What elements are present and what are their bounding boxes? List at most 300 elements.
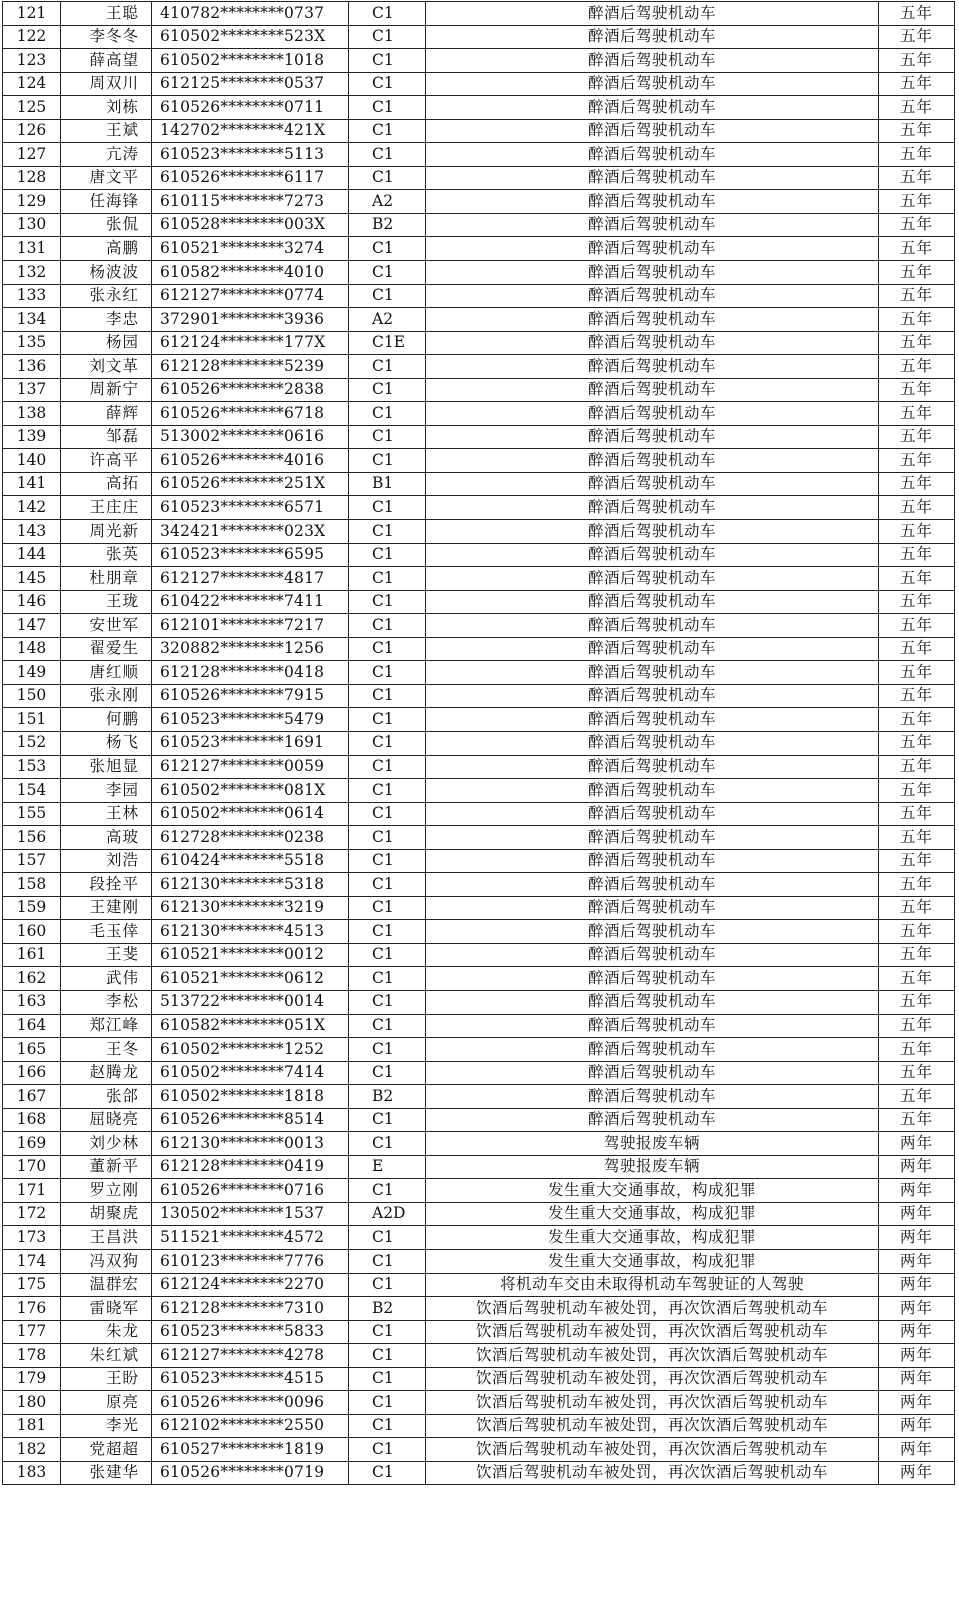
id-number: 513722********0014	[152, 990, 349, 1014]
revocation-reason: 醉酒后驾驶机动车	[426, 355, 879, 379]
person-name: 李冬冬	[61, 25, 152, 49]
person-name: 翟爱生	[61, 637, 152, 661]
person-name: 李忠	[61, 308, 152, 332]
table-body	[3, 2, 955, 1485]
person-name: 刘浩	[61, 849, 152, 873]
table-row	[3, 1461, 955, 1485]
table-row	[3, 449, 955, 473]
table-row	[3, 1179, 955, 1203]
revocation-reason: 醉酒后驾驶机动车	[426, 331, 879, 355]
revocation-reason: 醉酒后驾驶机动车	[426, 143, 879, 167]
person-name: 董新平	[61, 1155, 152, 1179]
table-row	[3, 1061, 955, 1085]
row-number: 139	[3, 425, 61, 449]
revocation-reason: 醉酒后驾驶机动车	[426, 2, 879, 26]
revocation-reason: 醉酒后驾驶机动车	[426, 684, 879, 708]
person-name: 杨飞	[61, 731, 152, 755]
table-row	[3, 943, 955, 967]
row-number: 170	[3, 1155, 61, 1179]
ban-period: 两年	[879, 1414, 955, 1438]
row-number: 125	[3, 96, 61, 120]
person-name: 杜朋章	[61, 567, 152, 591]
license-class: C1	[349, 1014, 426, 1038]
ban-period: 五年	[879, 449, 955, 473]
row-number: 138	[3, 402, 61, 426]
table-row	[3, 920, 955, 944]
person-name: 李园	[61, 779, 152, 803]
ban-period: 五年	[879, 190, 955, 214]
id-number: 142702********421X	[152, 119, 349, 143]
license-class: C1	[349, 896, 426, 920]
ban-period: 两年	[879, 1320, 955, 1344]
revocation-reason: 醉酒后驾驶机动车	[426, 755, 879, 779]
id-number: 612130********4513	[152, 920, 349, 944]
revocation-reason: 饮酒后驾驶机动车被处罚，再次饮酒后驾驶机动车	[426, 1344, 879, 1368]
license-class: C1	[349, 920, 426, 944]
table-row	[3, 1226, 955, 1250]
revocation-reason: 饮酒后驾驶机动车被处罚，再次饮酒后驾驶机动车	[426, 1367, 879, 1391]
id-number: 130502********1537	[152, 1202, 349, 1226]
ban-period: 五年	[879, 1061, 955, 1085]
id-number: 610523********5479	[152, 708, 349, 732]
id-number: 610527********1819	[152, 1438, 349, 1462]
table-row	[3, 802, 955, 826]
ban-period: 五年	[879, 896, 955, 920]
table-row	[3, 708, 955, 732]
row-number: 123	[3, 49, 61, 73]
table-row	[3, 661, 955, 685]
ban-period: 五年	[879, 166, 955, 190]
row-number: 146	[3, 590, 61, 614]
row-number: 178	[3, 1344, 61, 1368]
revocation-reason: 醉酒后驾驶机动车	[426, 449, 879, 473]
person-name: 王建刚	[61, 896, 152, 920]
revocation-reason: 醉酒后驾驶机动车	[426, 213, 879, 237]
person-name: 毛玉倖	[61, 920, 152, 944]
license-class: C1	[349, 425, 426, 449]
person-name: 王斌	[61, 119, 152, 143]
id-number: 610424********5518	[152, 849, 349, 873]
license-class: C1	[349, 2, 426, 26]
ban-period: 五年	[879, 2, 955, 26]
person-name: 安世军	[61, 614, 152, 638]
row-number: 151	[3, 708, 61, 732]
row-number: 127	[3, 143, 61, 167]
id-number: 610523********1691	[152, 731, 349, 755]
table-row	[3, 49, 955, 73]
license-class: C1	[349, 402, 426, 426]
ban-period: 五年	[879, 331, 955, 355]
license-class: C1	[349, 543, 426, 567]
revocation-reason: 醉酒后驾驶机动车	[426, 1085, 879, 1109]
person-name: 张郃	[61, 1085, 152, 1109]
row-number: 126	[3, 119, 61, 143]
revocation-reason: 醉酒后驾驶机动车	[426, 308, 879, 332]
person-name: 雷晓军	[61, 1297, 152, 1321]
license-class: C1	[349, 637, 426, 661]
revocation-reason: 醉酒后驾驶机动车	[426, 1014, 879, 1038]
ban-period: 两年	[879, 1461, 955, 1485]
ban-period: 五年	[879, 567, 955, 591]
id-number: 372901********3936	[152, 308, 349, 332]
person-name: 张建华	[61, 1461, 152, 1485]
table-row	[3, 990, 955, 1014]
ban-period: 两年	[879, 1155, 955, 1179]
table-row	[3, 779, 955, 803]
ban-period: 五年	[879, 802, 955, 826]
revocation-reason: 醉酒后驾驶机动车	[426, 49, 879, 73]
person-name: 冯双狗	[61, 1249, 152, 1273]
row-number: 158	[3, 873, 61, 897]
license-class: C1E	[349, 331, 426, 355]
ban-period: 五年	[879, 261, 955, 285]
table-row	[3, 237, 955, 261]
license-class: C1	[349, 590, 426, 614]
ban-period: 五年	[879, 684, 955, 708]
ban-period: 五年	[879, 1108, 955, 1132]
person-name: 许高平	[61, 449, 152, 473]
id-number: 513002********0616	[152, 425, 349, 449]
table-row	[3, 1297, 955, 1321]
ban-period: 五年	[879, 990, 955, 1014]
revocation-reason: 醉酒后驾驶机动车	[426, 567, 879, 591]
license-class: C1	[349, 1038, 426, 1062]
revocation-reason: 醉酒后驾驶机动车	[426, 543, 879, 567]
id-number: 610502********7414	[152, 1061, 349, 1085]
revocation-reason: 醉酒后驾驶机动车	[426, 1038, 879, 1062]
id-number: 612130********5318	[152, 873, 349, 897]
id-number: 612102********2550	[152, 1414, 349, 1438]
revocation-reason: 饮酒后驾驶机动车被处罚，再次饮酒后驾驶机动车	[426, 1391, 879, 1415]
table-row	[3, 967, 955, 991]
ban-period: 五年	[879, 402, 955, 426]
ban-period: 五年	[879, 873, 955, 897]
person-name: 李松	[61, 990, 152, 1014]
row-number: 177	[3, 1320, 61, 1344]
ban-period: 两年	[879, 1391, 955, 1415]
license-class: C1	[349, 849, 426, 873]
id-number: 610422********7411	[152, 590, 349, 614]
person-name: 刘文革	[61, 355, 152, 379]
row-number: 148	[3, 637, 61, 661]
license-class: C1	[349, 826, 426, 850]
person-name: 朱龙	[61, 1320, 152, 1344]
id-number: 612124********177X	[152, 331, 349, 355]
license-class: B2	[349, 1085, 426, 1109]
license-class: C1	[349, 284, 426, 308]
revocation-reason: 醉酒后驾驶机动车	[426, 72, 879, 96]
ban-period: 五年	[879, 543, 955, 567]
revocation-reason: 醉酒后驾驶机动车	[426, 425, 879, 449]
license-class: C1	[349, 49, 426, 73]
ban-period: 两年	[879, 1179, 955, 1203]
table-row	[3, 1014, 955, 1038]
person-name: 王庄庄	[61, 496, 152, 520]
revocation-reason: 醉酒后驾驶机动车	[426, 166, 879, 190]
row-number: 150	[3, 684, 61, 708]
license-class: C1	[349, 1461, 426, 1485]
row-number: 161	[3, 943, 61, 967]
row-number: 137	[3, 378, 61, 402]
person-name: 高鹏	[61, 237, 152, 261]
revocation-reason: 饮酒后驾驶机动车被处罚，再次饮酒后驾驶机动车	[426, 1438, 879, 1462]
table-row	[3, 590, 955, 614]
license-class: C1	[349, 166, 426, 190]
revocation-reason: 发生重大交通事故，构成犯罪	[426, 1249, 879, 1273]
id-number: 610502********1818	[152, 1085, 349, 1109]
person-name: 周新宁	[61, 378, 152, 402]
id-number: 612124********2270	[152, 1273, 349, 1297]
license-class: A2	[349, 190, 426, 214]
row-number: 173	[3, 1226, 61, 1250]
id-number: 610526********4016	[152, 449, 349, 473]
row-number: 166	[3, 1061, 61, 1085]
revocation-reason: 醉酒后驾驶机动车	[426, 496, 879, 520]
person-name: 赵腾龙	[61, 1061, 152, 1085]
ban-period: 五年	[879, 755, 955, 779]
row-number: 131	[3, 237, 61, 261]
table-row	[3, 826, 955, 850]
table-row	[3, 119, 955, 143]
revocation-reason: 驾驶报废车辆	[426, 1132, 879, 1156]
table-row	[3, 472, 955, 496]
row-number: 141	[3, 472, 61, 496]
person-name: 段拴平	[61, 873, 152, 897]
revocation-reason: 醉酒后驾驶机动车	[426, 614, 879, 638]
ban-period: 五年	[879, 779, 955, 803]
license-class: C1	[349, 1320, 426, 1344]
revocation-reason: 醉酒后驾驶机动车	[426, 802, 879, 826]
ban-period: 五年	[879, 308, 955, 332]
row-number: 122	[3, 25, 61, 49]
table-row	[3, 873, 955, 897]
id-number: 610523********6595	[152, 543, 349, 567]
revocation-reason: 醉酒后驾驶机动车	[426, 119, 879, 143]
revocation-reason: 醉酒后驾驶机动车	[426, 261, 879, 285]
table-row	[3, 1344, 955, 1368]
ban-period: 五年	[879, 143, 955, 167]
row-number: 172	[3, 1202, 61, 1226]
license-class: C1	[349, 1249, 426, 1273]
id-number: 610502********1018	[152, 49, 349, 73]
person-name: 张永刚	[61, 684, 152, 708]
ban-period: 五年	[879, 72, 955, 96]
row-number: 169	[3, 1132, 61, 1156]
person-name: 唐红顺	[61, 661, 152, 685]
table-row	[3, 308, 955, 332]
license-class: C1	[349, 449, 426, 473]
table-row	[3, 1249, 955, 1273]
id-number: 511521********4572	[152, 1226, 349, 1250]
table-row	[3, 496, 955, 520]
license-class: C1	[349, 1061, 426, 1085]
revocation-reason: 驾驶报废车辆	[426, 1155, 879, 1179]
license-class: B2	[349, 213, 426, 237]
ban-period: 五年	[879, 520, 955, 544]
table-row	[3, 1320, 955, 1344]
license-class: A2D	[349, 1202, 426, 1226]
id-number: 612128********0419	[152, 1155, 349, 1179]
person-name: 任海锋	[61, 190, 152, 214]
license-class: C1	[349, 567, 426, 591]
ban-period: 两年	[879, 1297, 955, 1321]
revocation-reason: 醉酒后驾驶机动车	[426, 237, 879, 261]
id-number: 610523********6571	[152, 496, 349, 520]
person-name: 王聪	[61, 2, 152, 26]
license-class: C1	[349, 1132, 426, 1156]
id-number: 610526********0096	[152, 1391, 349, 1415]
table-row	[3, 1391, 955, 1415]
table-row	[3, 896, 955, 920]
row-number: 163	[3, 990, 61, 1014]
ban-period: 两年	[879, 1344, 955, 1368]
license-class: C1	[349, 1273, 426, 1297]
ban-period: 五年	[879, 590, 955, 614]
row-number: 129	[3, 190, 61, 214]
ban-period: 五年	[879, 378, 955, 402]
id-number: 610115********7273	[152, 190, 349, 214]
table-row	[3, 331, 955, 355]
table-row	[3, 143, 955, 167]
id-number: 610526********6718	[152, 402, 349, 426]
person-name: 唐文平	[61, 166, 152, 190]
row-number: 144	[3, 543, 61, 567]
person-name: 党超超	[61, 1438, 152, 1462]
license-class: C1	[349, 1438, 426, 1462]
person-name: 王珑	[61, 590, 152, 614]
license-class: C1	[349, 755, 426, 779]
table-row	[3, 520, 955, 544]
license-class: C1	[349, 261, 426, 285]
id-number: 410782********0737	[152, 2, 349, 26]
license-class: C1	[349, 990, 426, 1014]
id-number: 610521********0012	[152, 943, 349, 967]
person-name: 张永红	[61, 284, 152, 308]
ban-period: 两年	[879, 1132, 955, 1156]
table-row	[3, 72, 955, 96]
table-row	[3, 543, 955, 567]
table-row	[3, 1038, 955, 1062]
person-name: 刘栋	[61, 96, 152, 120]
row-number: 165	[3, 1038, 61, 1062]
row-number: 135	[3, 331, 61, 355]
row-number: 157	[3, 849, 61, 873]
person-name: 刘少林	[61, 1132, 152, 1156]
row-number: 147	[3, 614, 61, 638]
ban-period: 五年	[879, 425, 955, 449]
license-class: C1	[349, 378, 426, 402]
table-row	[3, 637, 955, 661]
id-number: 612728********0238	[152, 826, 349, 850]
license-class: C1	[349, 873, 426, 897]
person-name: 周双川	[61, 72, 152, 96]
license-class: C1	[349, 779, 426, 803]
person-name: 罗立刚	[61, 1179, 152, 1203]
id-number: 610502********1252	[152, 1038, 349, 1062]
row-number: 128	[3, 166, 61, 190]
ban-period: 五年	[879, 708, 955, 732]
person-name: 张侃	[61, 213, 152, 237]
table-row	[3, 284, 955, 308]
license-class: C1	[349, 661, 426, 685]
row-number: 180	[3, 1391, 61, 1415]
person-name: 薛辉	[61, 402, 152, 426]
revocation-reason: 饮酒后驾驶机动车被处罚，再次饮酒后驾驶机动车	[426, 1461, 879, 1485]
ban-period: 两年	[879, 1226, 955, 1250]
ban-period: 五年	[879, 849, 955, 873]
id-number: 612127********0774	[152, 284, 349, 308]
row-number: 142	[3, 496, 61, 520]
id-number: 610502********081X	[152, 779, 349, 803]
person-name: 杨园	[61, 331, 152, 355]
row-number: 162	[3, 967, 61, 991]
license-class: C1	[349, 355, 426, 379]
person-name: 高玻	[61, 826, 152, 850]
id-number: 610123********7776	[152, 1249, 349, 1273]
revocation-reason: 饮酒后驾驶机动车被处罚，再次饮酒后驾驶机动车	[426, 1414, 879, 1438]
revocation-reason: 醉酒后驾驶机动车	[426, 378, 879, 402]
id-number: 342421********023X	[152, 520, 349, 544]
license-class: C1	[349, 1226, 426, 1250]
id-number: 610526********251X	[152, 472, 349, 496]
ban-period: 两年	[879, 1249, 955, 1273]
id-number: 610523********5833	[152, 1320, 349, 1344]
person-name: 王盼	[61, 1367, 152, 1391]
id-number: 612128********5239	[152, 355, 349, 379]
ban-period: 五年	[879, 284, 955, 308]
license-class: C1	[349, 614, 426, 638]
ban-period: 五年	[879, 96, 955, 120]
row-number: 168	[3, 1108, 61, 1132]
table-row	[3, 25, 955, 49]
id-number: 610502********0614	[152, 802, 349, 826]
row-number: 175	[3, 1273, 61, 1297]
revocation-reason: 醉酒后驾驶机动车	[426, 637, 879, 661]
row-number: 174	[3, 1249, 61, 1273]
ban-period: 五年	[879, 1085, 955, 1109]
id-number: 612130********3219	[152, 896, 349, 920]
revocation-reason: 醉酒后驾驶机动车	[426, 943, 879, 967]
revocation-reason: 饮酒后驾驶机动车被处罚，再次饮酒后驾驶机动车	[426, 1320, 879, 1344]
table-row	[3, 1273, 955, 1297]
license-class: C1	[349, 1108, 426, 1132]
revocation-reason: 醉酒后驾驶机动车	[426, 990, 879, 1014]
ban-period: 两年	[879, 1202, 955, 1226]
person-name: 周光新	[61, 520, 152, 544]
revocation-reason: 醉酒后驾驶机动车	[426, 520, 879, 544]
person-name: 原亮	[61, 1391, 152, 1415]
revocation-reason: 醉酒后驾驶机动车	[426, 284, 879, 308]
license-class: B1	[349, 472, 426, 496]
person-name: 张英	[61, 543, 152, 567]
table-row	[3, 96, 955, 120]
license-class: A2	[349, 308, 426, 332]
id-number: 320882********1256	[152, 637, 349, 661]
revocation-reason: 发生重大交通事故，构成犯罪	[426, 1226, 879, 1250]
table-row	[3, 684, 955, 708]
license-class: C1	[349, 237, 426, 261]
license-class: C1	[349, 496, 426, 520]
id-number: 610526********8514	[152, 1108, 349, 1132]
id-number: 610528********003X	[152, 213, 349, 237]
license-class: C1	[349, 119, 426, 143]
revocation-reason: 醉酒后驾驶机动车	[426, 920, 879, 944]
person-name: 亢涛	[61, 143, 152, 167]
ban-period: 五年	[879, 661, 955, 685]
row-number: 149	[3, 661, 61, 685]
revocation-reason: 醉酒后驾驶机动车	[426, 661, 879, 685]
row-number: 124	[3, 72, 61, 96]
